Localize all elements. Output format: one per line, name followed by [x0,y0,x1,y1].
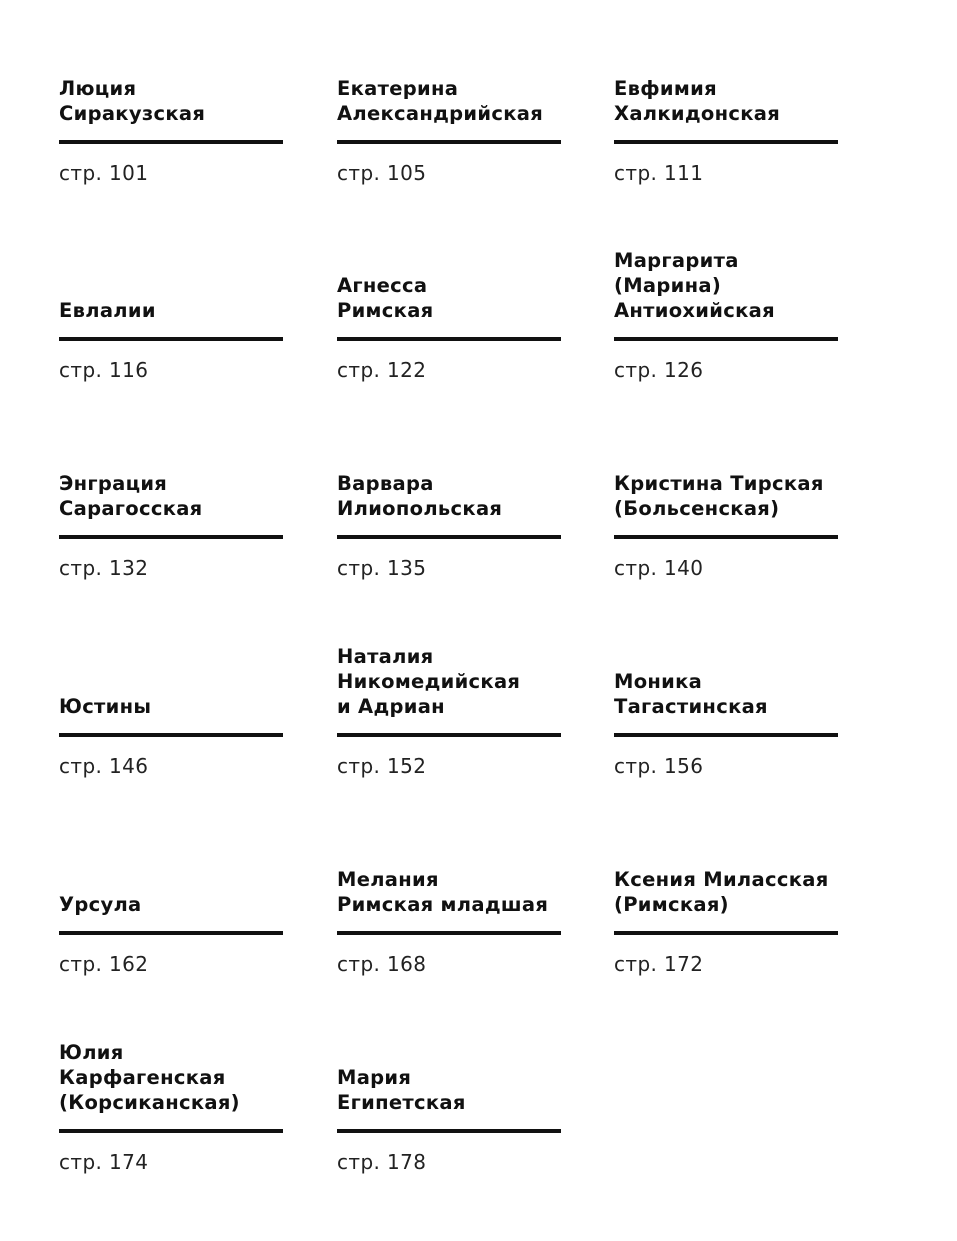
toc-entry [337,197,561,395]
toc-entry [337,593,561,791]
divider-rule [337,931,561,935]
entry-title: Юлия Карфагенская (Корсиканская) [59,1041,240,1114]
divider-rule [614,733,838,737]
divider-rule [59,535,283,539]
page-number: стр. 146 [59,754,149,778]
entry-title: Маргарита (Марина) Антиохийская [614,249,775,322]
divider-rule [337,1129,561,1133]
entry-title: Евлалии [59,299,156,322]
toc-entry [614,791,838,989]
page-number: стр. 105 [337,161,427,185]
divider-rule [337,140,561,144]
page-number: стр. 101 [59,161,149,185]
toc-entry [337,0,561,198]
entry-title: Люция Сиракузская [59,77,206,125]
entry-title: Кристина Тирская (Больсенская) [614,472,824,520]
divider-rule [59,733,283,737]
page-number: стр. 172 [614,952,704,976]
toc-entry [337,395,561,593]
entry-title: Энграция Сарагосская [59,472,203,520]
toc-entry [337,791,561,989]
entry-title: Агнесса Римская [337,274,434,322]
entry-title: Ксения Миласская (Римская) [614,868,829,916]
page-number: стр. 178 [337,1150,427,1174]
divider-rule [59,931,283,935]
page-number: стр. 156 [614,754,704,778]
toc-entry [614,593,838,791]
divider-rule [337,337,561,341]
divider-rule [614,140,838,144]
entry-title: Мария Египетская [337,1066,466,1114]
divider-rule [59,337,283,341]
page-number: стр. 122 [337,358,427,382]
divider-rule [337,535,561,539]
toc-entry [59,791,283,989]
toc-entry [59,0,283,198]
page-number: стр. 135 [337,556,427,580]
entry-title: Наталия Никомедийская и Адриан [337,645,521,718]
divider-rule [59,1129,283,1133]
page-number: стр. 174 [59,1150,149,1174]
page-number: стр. 168 [337,952,427,976]
divider-rule [614,337,838,341]
toc-entry [59,395,283,593]
entry-title: Моника Тагастинская [614,670,768,718]
toc-entry [59,197,283,395]
entry-title: Варвара Илиопольская [337,472,503,520]
page-number: стр. 116 [59,358,149,382]
page-number: стр. 132 [59,556,149,580]
entry-title: Екатерина Александрийская [337,77,544,125]
page-number: стр. 126 [614,358,704,382]
divider-rule [614,931,838,935]
divider-rule [337,733,561,737]
toc-entry [614,197,838,395]
page-number: стр. 162 [59,952,149,976]
divider-rule [59,140,283,144]
page-number: стр. 140 [614,556,704,580]
entry-title: Юстины [59,695,152,718]
entry-title: Евфимия Халкидонская [614,77,781,125]
divider-rule [614,535,838,539]
entry-title: Мелания Римская младшая [337,868,549,916]
toc-entry [59,989,283,1187]
toc-entry [614,395,838,593]
page-number: стр. 152 [337,754,427,778]
toc-entry [59,593,283,791]
toc-entry [337,989,561,1187]
toc-entry [614,0,838,198]
page-number: стр. 111 [614,161,704,185]
entry-title: Урсула [59,893,142,916]
